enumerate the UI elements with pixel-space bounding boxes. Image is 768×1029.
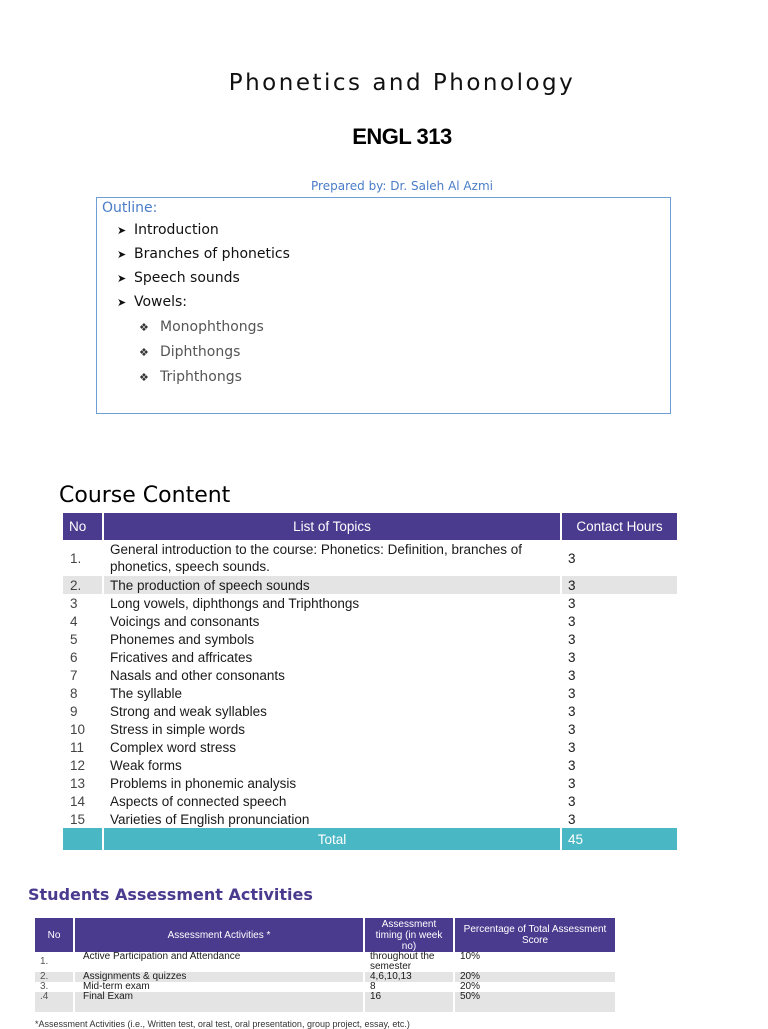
row-hours: 3 [561,666,677,684]
table-row [63,648,677,666]
course-code: ENGL 313 [352,124,452,149]
row-topic: Strong and weak syllables [103,702,561,720]
row-topic: Fricatives and affricates [103,648,561,666]
row-topic: The production of speech sounds [103,576,561,594]
row-number: 5 [63,630,103,648]
total-hours: 45 [561,828,677,850]
assessment-column-no: No [35,918,74,952]
row-number: 8 [63,684,103,702]
row-hours: 3 [561,648,677,666]
assessment-table [35,918,615,1012]
assessment-row-number: .4 [35,992,74,1012]
table-row [63,720,677,738]
table-row [63,630,677,648]
assessment-row-timing: 16 [364,992,454,1012]
table-row [63,666,677,684]
row-number: 4 [63,612,103,630]
total-label: Total [103,828,561,850]
column-header-hours: Contact Hours [561,513,677,540]
table-row [63,702,677,720]
row-number: 7 [63,666,103,684]
outline-item [117,222,219,238]
outline-box [96,197,671,414]
row-hours: 3 [561,630,677,648]
row-hours: 3 [561,612,677,630]
table-row [63,774,677,792]
outline-sub-item [139,369,242,385]
row-topic: Phonemes and symbols [103,630,561,648]
row-hours: 3 [561,684,677,702]
course-content-heading: Course Content [59,483,231,508]
row-hours: 3 [561,720,677,738]
assessment-column-activities: Assessment Activities * [74,918,364,952]
row-number: 13 [63,774,103,792]
table-row [63,540,677,576]
row-hours: 3 [561,576,677,594]
row-topic: Problems in phonemic analysis [103,774,561,792]
row-hours: 3 [561,702,677,720]
row-number: 15 [63,810,103,828]
table-row [63,738,677,756]
assessment-row-activity: Final Exam [74,992,364,1012]
row-hours: 3 [561,756,677,774]
table-header-row [63,513,677,540]
row-topic: Nasals and other consonants [103,666,561,684]
diamond-bullet-icon: ❖ [139,371,149,384]
assessment-column-percentage: Percentage of Total Assessment Score [454,918,615,952]
table-row [63,756,677,774]
assessment-footnote: *Assessment Activities (i.e., Written test, oral test, oral presentation, group project, essay, etc.) [35,1019,410,1029]
table-row [63,612,677,630]
outline-item [117,294,187,310]
row-topic: Weak forms [103,756,561,774]
row-number: 14 [63,792,103,810]
row-number: 12 [63,756,103,774]
column-header-no: No [63,513,103,540]
outline-item [117,270,240,286]
table-row [63,594,677,612]
row-number: 11 [63,738,103,756]
diamond-bullet-icon: ❖ [139,346,149,359]
assessment-header-row [35,918,615,952]
document-title: Phonetics and Phonology [228,70,576,96]
assessment-row-activity: Active Participation and Attendance [74,952,364,972]
assessment-row-percent: 50% [454,992,615,1012]
assessment-column-timing: Assessment timing (in week no) [364,918,454,952]
assessment-row-percent: 10% [454,952,615,972]
row-topic: The syllable [103,684,561,702]
assessment-row-number: 2. [35,972,74,982]
prepared-by: Prepared by: Dr. Saleh Al Azmi [311,179,493,193]
row-topic: Complex word stress [103,738,561,756]
table-row [63,576,677,594]
outline-sub-item [139,344,240,360]
total-spacer [63,828,103,850]
row-hours: 3 [561,774,677,792]
row-hours: 3 [561,792,677,810]
assessment-row-timing: 4,6,10,13 [364,972,454,982]
row-topic: Stress in simple words [103,720,561,738]
diamond-bullet-icon: ❖ [139,321,149,334]
arrow-bullet-icon: ➤ [117,296,127,309]
row-hours: 3 [561,594,677,612]
row-number: 2. [63,576,103,594]
table-row [63,684,677,702]
table-row [63,810,677,828]
outline-sub-item-label: Diphthongs [160,344,241,360]
row-topic: Voicings and consonants [103,612,561,630]
total-row [63,828,677,850]
row-number: 3 [63,594,103,612]
assessment-row-percent: 20% [454,982,615,992]
outline-sub-item-label: Triphthongs [160,369,242,385]
outline-item-label: Branches of phonetics [134,246,290,262]
assessment-row-number: 3. [35,982,74,992]
assessment-row-timing: 8 [364,982,454,992]
row-topic: General introduction to the course: Phonetics: Definition, branches of phonetics, speech sounds. [103,540,561,576]
arrow-bullet-icon: ➤ [117,248,127,261]
outline-item-label: Introduction [134,222,219,238]
outline-item [117,246,290,262]
outline-item-label: Speech sounds [134,270,240,286]
row-hours: 3 [561,738,677,756]
row-hours: 3 [561,540,677,576]
assessment-row-activity: Mid-term exam [74,982,364,992]
outline-sub-item [139,319,264,335]
assessment-heading: Students Assessment Activities [28,885,313,904]
outline-item-label: Vowels: [134,294,188,310]
assessment-row-number: 1. [35,952,74,972]
row-hours: 3 [561,810,677,828]
row-number: 6 [63,648,103,666]
row-topic: Varieties of English pronunciation [103,810,561,828]
outline-sub-item-label: Monophthongs [160,319,264,335]
course-content-table [63,513,677,850]
row-topic: Aspects of connected speech [103,792,561,810]
assessment-row-percent: 20% [454,972,615,982]
outline-label: Outline: [102,200,158,216]
assessment-row-activity: Assignments & quizzes [74,972,364,982]
arrow-bullet-icon: ➤ [117,224,127,237]
row-number: 10 [63,720,103,738]
assessment-row [35,952,615,972]
assessment-row-timing: throughout the semester [364,952,454,972]
assessment-row [35,992,615,1012]
row-topic: Long vowels, diphthongs and Triphthongs [103,594,561,612]
row-number: 9 [63,702,103,720]
arrow-bullet-icon: ➤ [117,272,127,285]
table-row [63,792,677,810]
row-number: 1. [63,540,103,576]
column-header-topics: List of Topics [103,513,561,540]
